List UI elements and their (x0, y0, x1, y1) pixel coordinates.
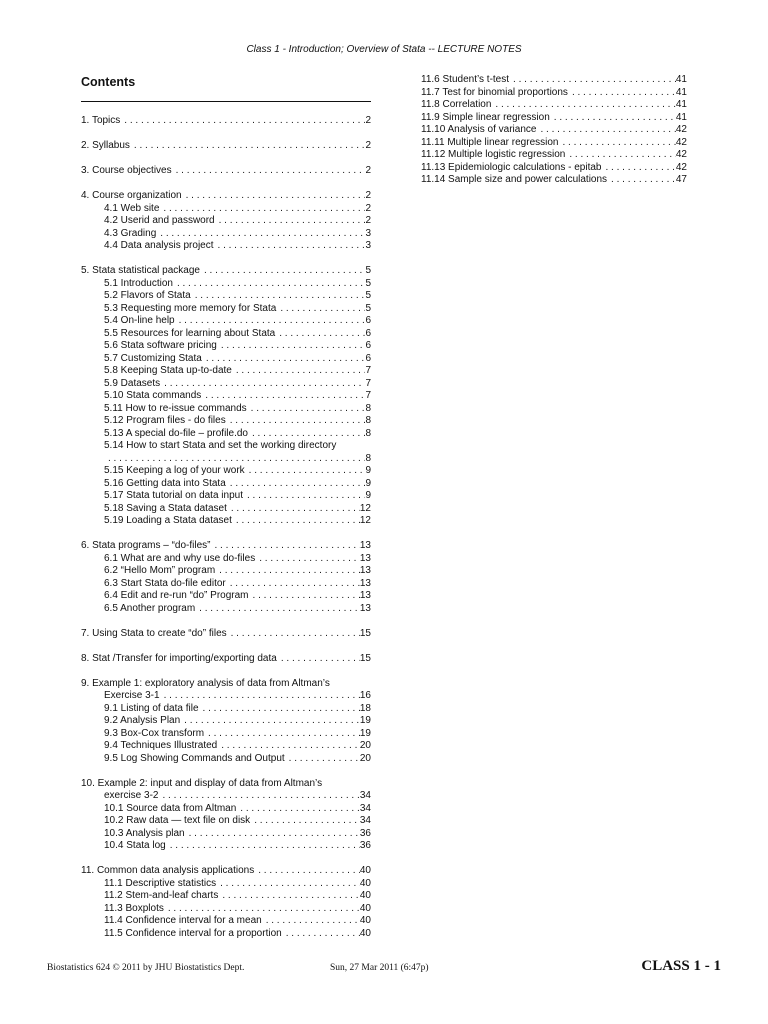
toc-entry-title: 5.12 Program files - do files (104, 415, 226, 426)
toc-spacer (81, 528, 371, 541)
toc-entry-title: 5.14 How to start Stata and set the working directory (104, 440, 337, 451)
toc-entry-page: 40 (359, 902, 371, 914)
toc-spacer (81, 640, 371, 653)
toc-entry-title: 11.10 Analysis of variance (421, 124, 537, 135)
toc-entry[interactable] (81, 803, 371, 816)
toc-entry-title: 5.16 Getting data into Stata (104, 477, 226, 489)
toc-entry-page: 5 (365, 277, 371, 289)
toc-spacer (81, 615, 371, 628)
toc-entry-page: 15 (359, 652, 371, 664)
dot-leader (180, 715, 360, 728)
toc-entry-page: 2 (365, 165, 371, 176)
toc-entry[interactable] (81, 840, 371, 853)
dot-leader (217, 340, 366, 353)
toc-entry-page: 41 (675, 86, 687, 98)
toc-entry-title: 11.8 Correlation (421, 99, 492, 110)
toc-entry-page: 34 (359, 802, 371, 814)
toc-entry-page: 6 (365, 352, 371, 364)
toc-entry[interactable] (421, 74, 687, 87)
toc-entry-page: 12 (359, 515, 371, 526)
dot-leader (217, 740, 360, 753)
toc-entry-title: 6.1 What are and why use do-files (104, 552, 256, 564)
toc-entry[interactable] (81, 315, 371, 328)
toc-entry-page: 20 (359, 740, 371, 751)
toc-entry-page: 3 (365, 227, 371, 239)
toc-entry-title: 10.1 Source data from Altman (104, 802, 237, 814)
toc-entry-page: 41 (675, 99, 687, 110)
dot-leader (160, 378, 365, 391)
toc-entry-page: 19 (359, 715, 371, 726)
toc-entry[interactable] (81, 815, 371, 828)
toc-entry[interactable] (81, 353, 371, 366)
toc-entry-title: 6.2 “Hello Mom” program (104, 565, 216, 576)
toc-entry-title: 3. Course objectives (81, 165, 172, 176)
toc-entry-page: 5 (365, 265, 371, 276)
toc-entry[interactable] (81, 403, 371, 416)
toc-entry-title: 11.14 Sample size and power calculations (421, 174, 608, 185)
dot-leader (226, 578, 360, 591)
dot-leader (249, 590, 360, 603)
toc-entry-title: 10.3 Analysis plan (104, 827, 185, 839)
toc-entry-title: exercise 3-2 (104, 790, 159, 801)
toc-entry[interactable] (81, 678, 371, 691)
toc-entry[interactable] (421, 124, 687, 137)
toc-entry-title: 11.12 Multiple logistic regression (421, 149, 566, 160)
toc-entry[interactable] (81, 553, 371, 566)
dot-leader (120, 115, 365, 128)
dot-leader (250, 815, 360, 828)
dot-leader (182, 190, 366, 203)
toc-entry-title: 9.5 Log Showing Commands and Output (104, 752, 285, 764)
toc-entry-page: 3 (365, 240, 371, 251)
toc-entry-title: 5.2 Flavors of Stata (104, 290, 191, 301)
toc-entry[interactable] (81, 140, 371, 153)
toc-entry-page: 8 (365, 402, 371, 414)
toc-entry-title: 11.4 Confidence interval for a mean (104, 915, 262, 926)
toc-entry-title: 5.18 Saving a Stata dataset (104, 502, 227, 514)
toc-entry[interactable] (81, 478, 371, 491)
toc-entry[interactable] (81, 340, 371, 353)
heading-rule (81, 101, 371, 102)
toc-entry-title: 5.10 Stata commands (104, 390, 202, 401)
toc-entry[interactable] (81, 328, 371, 341)
toc-entry[interactable] (81, 303, 371, 316)
toc-entry-page: 9 (365, 465, 371, 476)
dot-leader (248, 428, 365, 441)
toc-entry-page: 36 (359, 840, 371, 851)
toc-right-column (421, 74, 687, 187)
toc-entry[interactable] (81, 515, 371, 528)
toc-spacer (81, 153, 371, 166)
toc-entry[interactable] (81, 915, 371, 928)
toc-entry[interactable] (81, 278, 371, 291)
dot-leader (227, 628, 360, 641)
toc-entry[interactable] (81, 428, 371, 441)
dot-leader (568, 87, 676, 100)
toc-entry-title: 5.13 A special do-file – profile.do (104, 427, 248, 439)
toc-entry[interactable] (421, 149, 687, 162)
toc-entry-title: 9.1 Listing of data file (104, 702, 199, 714)
toc-entry[interactable] (81, 378, 371, 391)
toc-entry-page: 2 (365, 140, 371, 151)
dot-leader (200, 265, 365, 278)
dot-leader (607, 174, 676, 187)
dot-leader (104, 453, 365, 466)
dot-leader (185, 828, 360, 841)
toc-entry-title: 5.5 Resources for learning about Stata (104, 327, 276, 339)
toc-entry[interactable] (421, 162, 687, 175)
toc-entry-page: 16 (359, 690, 371, 701)
toc-entry[interactable] (81, 690, 371, 703)
dot-leader (245, 465, 366, 478)
toc-entry-page: 6 (365, 315, 371, 326)
toc-entry-title: 5.6 Stata software pricing (104, 340, 217, 351)
toc-entry-page: 13 (359, 577, 371, 589)
toc-entry-title: 6.3 Start Stata do-file editor (104, 577, 226, 589)
toc-entry-title: 10. Example 2: input and display of data from Altman’s (81, 777, 323, 789)
toc-entry-page: 13 (359, 565, 371, 576)
dot-leader (254, 865, 360, 878)
toc-entry-page: 13 (359, 552, 371, 564)
toc-entry-page: 6 (365, 340, 371, 351)
toc-entry-page: 42 (675, 124, 687, 135)
dot-leader (211, 540, 360, 553)
toc-entry[interactable] (81, 228, 371, 241)
toc-entry-title: 11.1 Descriptive statistics (104, 877, 217, 889)
dot-leader (214, 240, 366, 253)
dot-leader (158, 790, 359, 803)
dot-leader (164, 903, 360, 916)
toc-entry[interactable] (81, 540, 371, 553)
toc-entry-title: 4.4 Data analysis project (104, 240, 214, 251)
toc-entry[interactable] (81, 715, 371, 728)
dot-leader (191, 290, 366, 303)
toc-entry[interactable] (81, 390, 371, 403)
toc-entry[interactable] (81, 190, 371, 203)
toc-entry-title: 5.7 Customizing Stata (104, 352, 202, 364)
dot-leader (218, 890, 360, 903)
toc-entry-page: 41 (675, 74, 687, 85)
toc-entry-page: 20 (359, 752, 371, 764)
toc-entry[interactable] (81, 415, 371, 428)
toc-entry-page: 36 (359, 827, 371, 839)
toc-entry[interactable] (81, 215, 371, 228)
toc-entry-title: 11.9 Simple linear regression (421, 111, 550, 123)
footer-copyright: Biostatistics 624 © 2011 by JHU Biostatistics Dept. (47, 963, 245, 973)
toc-entry-page: 2 (365, 190, 371, 201)
toc-entry-page: 13 (359, 602, 371, 614)
toc-entry[interactable] (421, 174, 687, 187)
toc-spacer (81, 128, 371, 141)
toc-entry-page: 40 (359, 915, 371, 926)
toc-left-column (81, 115, 371, 940)
dot-leader (277, 653, 360, 666)
toc-entry-title: Exercise 3-1 (104, 690, 160, 701)
dot-leader (232, 365, 366, 378)
toc-entry-title: 11.3 Boxplots (104, 902, 164, 914)
toc-entry-title: 9.3 Box-Cox transform (104, 727, 205, 739)
dot-leader (226, 415, 366, 428)
toc-entry-title: 4.2 Userid and password (104, 215, 215, 226)
toc-entry-page: 47 (675, 174, 687, 185)
toc-entry[interactable] (81, 753, 371, 766)
dot-leader (160, 690, 360, 703)
toc-entry[interactable] (81, 115, 371, 128)
toc-spacer (81, 665, 371, 678)
toc-entry[interactable] (81, 240, 371, 253)
toc-entry-page: 15 (359, 627, 371, 639)
toc-entry[interactable] (81, 928, 371, 941)
toc-entry-page: 13 (359, 540, 371, 551)
toc-entry[interactable] (81, 578, 371, 591)
toc-entry[interactable] (81, 865, 371, 878)
dot-leader (536, 124, 675, 137)
toc-entry-title: 6.4 Edit and re-run “do” Program (104, 590, 249, 601)
dot-leader (509, 74, 676, 87)
dot-leader (195, 603, 360, 616)
toc-entry-page: 2 (365, 202, 371, 214)
dot-leader (204, 728, 360, 741)
toc-entry[interactable] (81, 890, 371, 903)
toc-entry[interactable] (81, 728, 371, 741)
toc-entry-page: 34 (359, 790, 371, 801)
toc-entry[interactable] (81, 265, 371, 278)
toc-entry-title: 6.5 Another program (104, 602, 196, 614)
dot-leader (173, 278, 366, 291)
toc-entry[interactable] (81, 703, 371, 716)
toc-entry[interactable] (421, 112, 687, 125)
toc-entry-page: 19 (359, 727, 371, 739)
toc-entry-page: 9 (365, 477, 371, 489)
toc-entry-title: 11.7 Test for binomial proportions (421, 86, 568, 98)
toc-entry-page: 18 (359, 702, 371, 714)
toc-entry-title: 11.2 Stem-and-leaf charts (104, 890, 219, 901)
toc-entry-page: 40 (359, 927, 371, 939)
dot-leader (282, 928, 360, 941)
toc-entry-title: 9. Example 1: exploratory analysis of data from Altman’s (81, 677, 330, 689)
toc-entry[interactable] (81, 778, 371, 791)
toc-entry[interactable] (81, 740, 371, 753)
dot-leader (215, 215, 366, 228)
dot-leader (156, 228, 365, 241)
toc-entry[interactable] (421, 99, 687, 112)
toc-entry-page: 42 (675, 161, 687, 173)
toc-entry-title: 7. Using Stata to create “do” files (81, 627, 227, 639)
toc-entry-page: 40 (359, 865, 371, 876)
toc-spacer (81, 253, 371, 266)
dot-leader (285, 753, 360, 766)
toc-entry-title: 11.11 Multiple linear regression (421, 136, 559, 148)
toc-entry[interactable] (81, 503, 371, 516)
toc-entry-page: 13 (359, 590, 371, 601)
toc-entry-title: 5.17 Stata tutorial on data input (104, 490, 243, 501)
dot-leader (175, 315, 366, 328)
contents-heading: Contents (81, 75, 136, 89)
toc-entry[interactable] (421, 87, 687, 100)
toc-entry-title: 5. Stata statistical package (81, 265, 200, 276)
dot-leader (226, 478, 366, 491)
toc-entry[interactable] (421, 137, 687, 150)
toc-entry-title: 9.4 Techniques Illustrated (104, 740, 218, 751)
toc-entry[interactable] (81, 903, 371, 916)
toc-entry-title: 5.11 How to re-issue commands (104, 402, 247, 414)
toc-entry-page: 34 (359, 815, 371, 826)
toc-entry[interactable] (81, 453, 371, 466)
dot-leader (255, 553, 360, 566)
toc-entry-title: 4.1 Web site (104, 202, 160, 214)
toc-entry-title: 8. Stat /Transfer for importing/exporting data (81, 652, 277, 664)
toc-spacer (81, 178, 371, 191)
toc-entry-page: 8 (365, 452, 371, 464)
toc-entry[interactable] (81, 565, 371, 578)
toc-entry-page: 8 (365, 415, 371, 426)
toc-entry[interactable] (81, 203, 371, 216)
toc-entry-page: 7 (365, 377, 371, 389)
toc-entry-page: 42 (675, 136, 687, 148)
toc-entry-title: 9.2 Analysis Plan (104, 715, 181, 726)
toc-entry-page: 5 (365, 290, 371, 301)
dot-leader (275, 328, 365, 341)
toc-entry[interactable] (81, 440, 371, 453)
dot-leader (550, 112, 676, 125)
dot-leader (236, 803, 360, 816)
dot-leader (172, 165, 366, 178)
dot-leader (276, 303, 365, 316)
toc-entry[interactable] (81, 490, 371, 503)
toc-entry[interactable] (81, 590, 371, 603)
dot-leader (232, 515, 360, 528)
toc-entry-title: 4.3 Grading (104, 227, 157, 239)
page-header: Class 1 - Introduction; Overview of Stata -- LECTURE NOTES (246, 44, 522, 55)
toc-spacer (81, 853, 371, 866)
footer-date: Sun, 27 Mar 2011 (6:47p) (330, 963, 429, 973)
dot-leader (202, 353, 366, 366)
toc-entry-title: 5.4 On-line help (104, 315, 175, 326)
toc-entry-title: 11.5 Confidence interval for a proportion (104, 927, 282, 939)
toc-entry[interactable] (81, 828, 371, 841)
toc-entry-title: 5.9 Datasets (104, 377, 161, 389)
dot-leader (166, 840, 360, 853)
toc-entry-page: 7 (365, 390, 371, 401)
toc-entry-title: 4. Course organization (81, 190, 182, 201)
toc-entry-title: 6. Stata programs – “do-files” (81, 540, 211, 551)
toc-entry-page: 40 (359, 890, 371, 901)
toc-entry-page: 12 (359, 502, 371, 514)
dot-leader (227, 503, 360, 516)
dot-leader (159, 203, 365, 216)
toc-entry-title: 5.19 Loading a Stata dataset (104, 515, 232, 526)
toc-entry-page: 8 (365, 427, 371, 439)
toc-entry-title: 5.15 Keeping a log of your work (104, 465, 245, 476)
toc-entry-page: 6 (365, 327, 371, 339)
toc-entry-title: 10.4 Stata log (104, 840, 166, 851)
toc-entry-title: 11. Common data analysis applications (81, 865, 255, 876)
toc-entry-page: 2 (365, 115, 371, 126)
toc-entry-title: 5.1 Introduction (104, 277, 173, 289)
footer-page-label: CLASS 1 - 1 (641, 958, 721, 974)
toc-entry-page: 41 (675, 111, 687, 123)
toc-entry-title: 2. Syllabus (81, 140, 130, 151)
toc-entry-title: 10.2 Raw data — text file on disk (104, 815, 251, 826)
toc-entry-page: 5 (365, 302, 371, 314)
toc-entry[interactable] (81, 653, 371, 666)
toc-entry[interactable] (81, 465, 371, 478)
toc-entry[interactable] (81, 603, 371, 616)
dot-leader (199, 703, 360, 716)
toc-entry[interactable] (81, 165, 371, 178)
toc-entry-title: 11.13 Epidemiologic calculations - epitab (421, 161, 602, 173)
toc-spacer (81, 765, 371, 778)
dot-leader (215, 565, 360, 578)
dot-leader (491, 99, 675, 112)
dot-leader (558, 137, 675, 150)
toc-entry-title: 5.8 Keeping Stata up-to-date (104, 365, 232, 376)
dot-leader (262, 915, 360, 928)
toc-entry-title: 5.3 Requesting more memory for Stata (104, 302, 277, 314)
dot-leader (247, 403, 366, 416)
dot-leader (130, 140, 366, 153)
dot-leader (216, 878, 360, 891)
toc-entry[interactable] (81, 878, 371, 891)
dot-leader (201, 390, 365, 403)
toc-entry-page: 40 (359, 877, 371, 889)
dot-leader (601, 162, 675, 175)
dot-leader (565, 149, 676, 162)
toc-entry[interactable] (81, 365, 371, 378)
toc-entry[interactable] (81, 790, 371, 803)
toc-entry-page: 7 (365, 365, 371, 376)
toc-entry-title: 11.6 Student’s t-test (421, 74, 510, 85)
toc-entry[interactable] (81, 290, 371, 303)
toc-entry-page: 9 (365, 490, 371, 501)
toc-entry-page: 2 (365, 215, 371, 226)
toc-entry-page: 42 (675, 149, 687, 160)
toc-entry[interactable] (81, 628, 371, 641)
toc-entry-title: 1. Topics (81, 115, 121, 126)
dot-leader (243, 490, 365, 503)
